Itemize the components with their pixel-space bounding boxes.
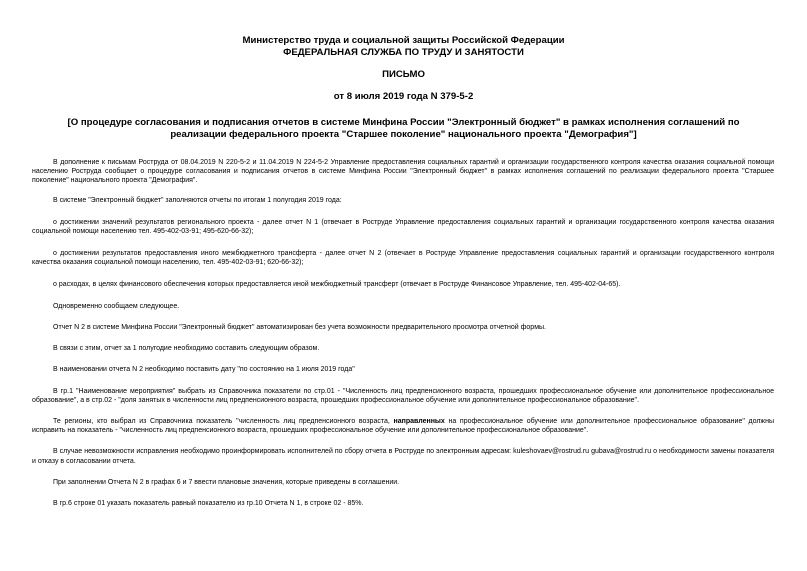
document-title: [О процедуре согласования и подписания отчетов в системе Минфина России "Электронный бюджет" в рамках исполнения соглашений по реализации федерального проекта "Старшее поколение" национального проекта "Демография"] [67, 117, 740, 140]
document-body [32, 158, 774, 508]
document-type-heading: ПИСЬМО [382, 69, 425, 80]
paragraph-intro: В дополнение к письмам Роструда от 08.04.2019 N 220-5-2 и 11.04.2019 N 224-5-2 Управление предоставления социальных гарантий и организации государственного контроля качества оказания социальной помощи населению Роструда сообщает о процедуре согласования и подписания отчетов в системе Минфина России "Электронный бюджет" в рамках исполнения соглашений по реализации федерального проекта "Старшее поколение" национального проекта "Демография". [32, 159, 774, 185]
paragraph-correction [32, 417, 774, 435]
correction-bold-word: направленных [393, 418, 445, 426]
paragraph-report-2: о достижении результатов предоставления иного межбюджетного трансферта - далее отчет N 2 (отвечает в Роструде Управление предоставления социальных гарантий и организации государственного контроля качества оказания социальной помощи населению, тел. 495-402-03-91; 620-66-32); [32, 250, 774, 267]
paragraph-notice: Одновременно сообщаем следующее. [53, 302, 180, 310]
paragraph-procedure: В связи с этим, отчет за 1 полугодие необходимо составить следующим образом. [53, 345, 320, 353]
paragraph-column-6: В гр.6 строке 01 указать показатель равный показателю из гр.10 Отчета N 1, в строке 02 - 85%. [53, 500, 364, 508]
paragraph-report-3: о расходах, в целях финансового обеспечения которых предоставляется иной межбюджетный трансферт (отвечает в Роструде Финансовое Управление, тел. 495-402-04-65). [53, 280, 621, 288]
date-number-heading: от 8 июля 2019 года N 379-5-2 [333, 91, 474, 102]
correction-text-start: Те регионы, кто выбрал из Справочника показатель "численность лиц предпенсионного возраста, [53, 418, 394, 426]
correction-text-end: на профессиональное обучение или дополнительное профессиональное образование" должны исправить на показатель - "численность лиц предпенсионного возраста, прошедших профессиональное обучение или дополнительное профессиональное образование". [32, 418, 774, 435]
paragraph-column-1: В гр.1 "Наименование мероприятия" выбрать из Справочника показатели по стр.01 - "Численность лиц предпенсионного возраста, прошедших профессиональное обучение или дополнительное профессиональное образование", а в стр.02 - "доля занятых в численности лиц предпенсионного возраста, прошедших профессиональное обучение или дополнительное профессиональное образование". [32, 387, 774, 404]
paragraph-contacts: В случае невозможности исправления необходимо проинформировать исполнителей по сбору отчета в Роструде по электронным адресам: kuleshovaev@rostrud.ru gubava@rostrud.ru о необходимости замены показателя и отказу в согласовании отчета. [32, 448, 774, 465]
ministry-heading: Министерство труда и социальной защиты Российской Федерации [242, 35, 565, 46]
service-heading: ФЕДЕРАЛЬНАЯ СЛУЖБА ПО ТРУДУ И ЗАНЯТОСТИ [283, 47, 524, 58]
paragraph-plan-values: При заполнении Отчета N 2 в графах 6 и 7 ввести плановые значения, которые приведены в соглашении. [53, 478, 400, 486]
paragraph-report-date: В наименовании отчета N 2 необходимо поставить дату "по состоянию на 1 июля 2019 года" [53, 366, 355, 374]
paragraph-report-1: о достижении значений результатов регионального проекта - далее отчет N 1 (отвечает в Роструде Управление предоставления социальных гарантий и организации государственного контроля качества оказания социальной помощи населению тел. 495-402-03-91; 495-620-66-32); [32, 218, 774, 236]
paragraph-automation: Отчет N 2 в системе Минфина России "Электронный бюджет" автоматизирован без учета возможности предварительного просмотра отчетной формы. [53, 324, 546, 332]
paragraph-reports-list: В системе "Электронный бюджет" заполняются отчеты по итогам 1 полугодия 2019 года: [53, 196, 342, 204]
